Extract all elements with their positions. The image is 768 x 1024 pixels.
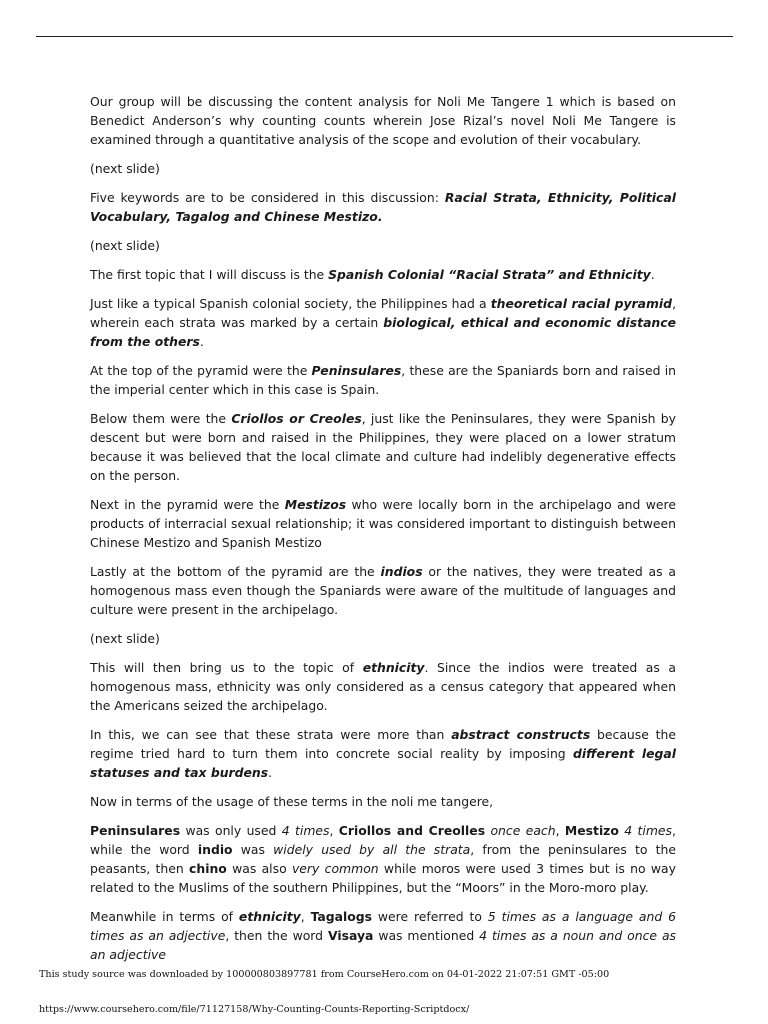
emphasis-text: once each xyxy=(490,823,556,838)
text-run: was mentioned xyxy=(373,928,480,943)
paragraph xyxy=(90,236,676,255)
emphasis-text: indio xyxy=(197,842,233,857)
text-run: Five keywords are to be considered in this discussion: xyxy=(90,190,445,205)
emphasis-text: Criollos and Creolles xyxy=(338,823,486,838)
text-run: , xyxy=(329,823,339,838)
emphasis-text: Racial Strata, Ethnicity, Political Vocabulary, Tagalog and Chinese Mestizo. xyxy=(90,190,676,224)
text-run: (next slide) xyxy=(90,238,160,253)
text-run: or the natives, they were treated as a homogenous mass even though the Spaniards were aware of the multitude of languages and culture were present in the archipelago. xyxy=(90,564,677,617)
paragraph xyxy=(90,792,676,811)
paragraph xyxy=(90,562,676,619)
text-run: At the top of the pyramid were the xyxy=(90,363,312,378)
emphasis-text: 4 times xyxy=(624,823,673,838)
header-divider xyxy=(36,36,733,37)
emphasis-text: Tagalogs xyxy=(310,909,373,924)
emphasis-text: indios xyxy=(380,564,423,579)
text-run: , xyxy=(555,823,565,838)
paragraph xyxy=(90,188,676,226)
emphasis-text: different legal statuses and tax burdens xyxy=(90,746,676,780)
download-notice: This study source was downloaded by 100000803897781 from CourseHero.com on 04-01-2022 21:07:51 GMT -05:00 xyxy=(39,969,610,980)
paragraph xyxy=(90,629,676,648)
text-run: because the regime tried hard to turn them into concrete social reality by imposing xyxy=(90,727,676,761)
emphasis-text: chino xyxy=(189,861,227,876)
text-run: , while the word xyxy=(90,823,676,857)
emphasis-text: Peninsulares xyxy=(90,823,181,838)
text-run: Next in the pyramid were the xyxy=(90,497,285,512)
text-run: Now in terms of the usage of these terms in the noli me tangere, xyxy=(90,794,494,809)
emphasis-text: Peninsulares xyxy=(311,363,402,378)
text-run: was only used xyxy=(180,823,282,838)
text-run: Meanwhile in terms of xyxy=(90,909,239,924)
emphasis-text: biological, ethical and economic distance from the others xyxy=(90,315,676,349)
text-run: who were locally born in the archipelago and were products of interracial sexual relationship; it was considered important to distinguish between Chinese Mestizo and Spanish Mestizo xyxy=(90,497,676,550)
text-run: The first topic that I will discuss is the xyxy=(90,267,329,282)
text-run: , then the word xyxy=(225,928,328,943)
paragraph xyxy=(90,294,676,351)
text-run: Lastly at the bottom of the pyramid are the xyxy=(90,564,381,579)
text-run: . xyxy=(268,765,273,780)
text-run: while moros were used 3 times but is no way related to the Muslims of the southern Philippines, but the “Moors” in the Moro-moro play. xyxy=(90,861,676,895)
paragraph xyxy=(90,658,676,715)
paragraph xyxy=(90,92,676,149)
emphasis-text: ethnicity xyxy=(362,660,425,675)
emphasis-text: widely used by all the strata xyxy=(273,842,471,857)
emphasis-text: theoretical racial pyramid xyxy=(490,296,673,311)
text-run: were referred to xyxy=(372,909,488,924)
source-url[interactable]: https://www.coursehero.com/file/71127158/Why-Counting-Counts-Reporting-Scriptdocx/ xyxy=(39,1004,470,1015)
text-run: was also xyxy=(226,861,292,876)
text-run: , these are the Spaniards born and raised in the imperial center which in this case is Spain. xyxy=(90,363,676,397)
text-run: Below them were the xyxy=(90,411,232,426)
emphasis-text: Spanish Colonial “Racial Strata” and Ethnicity xyxy=(328,267,651,282)
paragraph xyxy=(90,725,676,782)
emphasis-text: Mestizos xyxy=(284,497,347,512)
paragraph xyxy=(90,821,676,897)
text-run: . Since the indios were treated as a homogenous mass, ethnicity was only considered as a census category that appeared when the Americans seized the archipelago. xyxy=(90,660,676,713)
document-body xyxy=(90,92,676,974)
paragraph xyxy=(90,409,676,485)
emphasis-text: Visaya xyxy=(327,928,374,943)
paragraph xyxy=(90,907,676,964)
text-run: . xyxy=(650,267,655,282)
paragraph xyxy=(90,159,676,178)
paragraph xyxy=(90,361,676,399)
emphasis-text: abstract constructs xyxy=(451,727,591,742)
paragraph xyxy=(90,495,676,552)
text-run: , wherein each strata was marked by a certain xyxy=(90,296,677,330)
emphasis-text: 4 times xyxy=(281,823,330,838)
text-run: . xyxy=(199,334,204,349)
text-run: , from the peninsulares to the peasants, then xyxy=(90,842,676,876)
emphasis-text: Criollos or Creoles xyxy=(231,411,362,426)
emphasis-text: Mestizo xyxy=(564,823,619,838)
text-run: , just like the Peninsulares, they were Spanish by descent but were born and raised in the Philippines, they were placed on a lower stratum because it was believed that the local climate and culture had indelibly degenerative effects on the person. xyxy=(90,411,676,483)
emphasis-text: 5 times as a language and 6 times as an adjective xyxy=(90,909,676,943)
text-run: This will then bring us to the topic of xyxy=(90,660,363,675)
text-run: , xyxy=(300,909,311,924)
emphasis-text: ethnicity xyxy=(238,909,301,924)
text-run: Just like a typical Spanish colonial society, the Philippines had a xyxy=(90,296,491,311)
text-run: Our group will be discussing the content analysis for Noli Me Tangere 1 which is based on Benedict Anderson’s why counting counts wherein Jose Rizal’s novel Noli Me Tangere is examined through a quantitative analysis of the scope and evolution of their vocabulary. xyxy=(90,94,676,147)
text-run: (next slide) xyxy=(90,631,160,646)
paragraph xyxy=(90,265,676,284)
emphasis-text: 4 times as a noun and once as an adjective xyxy=(90,928,676,962)
text-run: (next slide) xyxy=(90,161,160,176)
text-run: was xyxy=(232,842,274,857)
emphasis-text: very common xyxy=(291,861,379,876)
text-run: In this, we can see that these strata were more than xyxy=(90,727,452,742)
